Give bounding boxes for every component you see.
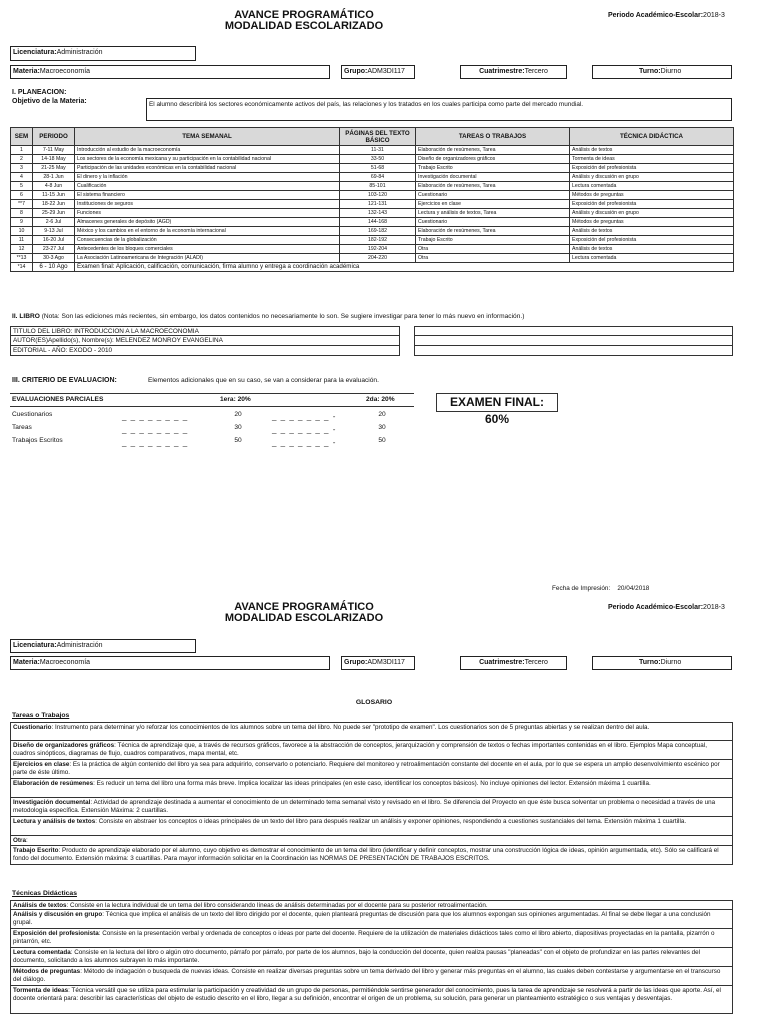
evaluacion-row <box>10 409 414 422</box>
schedule-row <box>11 146 734 155</box>
cell-sem: **13 <box>11 254 33 263</box>
cell-periodo: 4-8 Jun <box>33 182 75 191</box>
glosario-entry <box>10 741 733 760</box>
cell-paginas: 33-50 <box>340 155 416 164</box>
cell-tecnica: Lectura comentada <box>570 254 734 263</box>
glosario-term: Análisis de textos <box>13 902 67 909</box>
eval-dash-1: _ _ _ _ _ _ _ _ <box>122 425 189 434</box>
glosario-entry <box>10 986 733 1014</box>
grupo-label: Grupo: <box>344 68 368 75</box>
glosario-heading: GLOSARIO <box>355 699 393 706</box>
libro-editorial: EDITORIAL - AÑO: EXODO - 2010 <box>10 346 400 356</box>
glosario-term: Trabajo Escrito <box>13 847 59 854</box>
cell-sem: 6 <box>11 191 33 200</box>
schedule-row <box>11 254 734 263</box>
fecha-value: 20/04/2018 <box>617 585 650 592</box>
header-tecnica: TÉCNICA DIDÁCTICA <box>570 128 734 146</box>
header-sem: SEM <box>11 128 33 146</box>
cell-tema: Funciones <box>75 209 340 218</box>
grupo-field-p2 <box>341 656 415 670</box>
licenciatura-value: Administración <box>56 49 103 56</box>
schedule-row <box>11 173 734 182</box>
evaluacion-row <box>10 422 414 435</box>
glosario-term: Lectura comentada <box>13 949 71 956</box>
libro-title: II. LIBRO <box>12 313 40 320</box>
cell-paginas: 169-182 <box>340 227 416 236</box>
cell-sem: 4 <box>11 173 33 182</box>
libro-table <box>10 326 400 356</box>
glosario-entry <box>10 722 733 741</box>
cell-tema: Almacenes generales de depósito (AGD) <box>75 218 340 227</box>
objetivo-label: Objetivo de la Materia: <box>12 98 87 105</box>
glosario-definition: : Instrumento para determinar y/o reforzar los conocimientos de los alumnos sobre un tema del libro. No puede ser "prototipo de examen". Los cuestionarios son de 5 preguntas abiertas y se realizan dentro del aula. <box>51 724 650 731</box>
materia-label: Materia: <box>13 68 40 75</box>
glosario-term: Análisis y discusión en grupo <box>13 911 103 918</box>
cell-sem: 9 <box>11 218 33 227</box>
glosario-entry <box>10 948 733 967</box>
schedule-row <box>11 200 734 209</box>
cell-tecnica: Análisis de textos <box>570 245 734 254</box>
cell-tecnica: Exposición del profesionista <box>570 236 734 245</box>
cell-tema: Instituciones de seguros <box>75 200 340 209</box>
cell-tareas: Otra <box>416 254 570 263</box>
evaluacion-items <box>10 409 414 448</box>
schedule-row <box>11 218 734 227</box>
header-periodo: PERIODO <box>33 128 75 146</box>
cell-sem: **7 <box>11 200 33 209</box>
cell-paginas: 132-143 <box>340 209 416 218</box>
cell-paginas: 204-220 <box>340 254 416 263</box>
libro-table-right <box>414 326 733 356</box>
cuatrimestre-label-p2: Cuatrimestre: <box>479 659 525 666</box>
cell-periodo: 16-20 Jul <box>33 236 75 245</box>
parciales-label: EVALUACIONES PARCIALES <box>12 396 104 403</box>
glosario-definition: : Es reducir un tema del libro una forma más breve. Implica localizar las ideas principales (en este caso, identificar los conceptos básicos). No incluye opiniones del lector. Extensión máxima 1 cuartilla. <box>93 780 651 787</box>
eval-item-segunda: 30 <box>378 424 386 431</box>
title-line2-p2: MODALIDAD ESCOLARIZADO <box>224 612 384 624</box>
cell-tema: El dinero y la inflación <box>75 173 340 182</box>
eval-dash-2: _ _ _ _ _ _ _ - <box>272 425 337 434</box>
title-line1-p2: AVANCE PROGRAMÁTICO <box>234 601 374 613</box>
glosario-definition: : Consiste en la lectura individual de un tema del libro considerando líneas de análisis determinadas por el docente para su posterior retroalimentación. <box>66 902 488 909</box>
glosario-definition: : Actividad de aprendizaje destinada a aumentar el conocimiento de un determinado tema semanal visto y revisado en el libro. Se diferencia del Proyecto en que éste busca solventar un problema o necesidad a través de una metodología específica. Extensión Máxima: 2 cuartillas. <box>13 799 716 814</box>
libro-heading <box>12 313 524 320</box>
cell-periodo: 30-3 Ago <box>33 254 75 263</box>
cell-paginas: 69-84 <box>340 173 416 182</box>
glosario-entry <box>10 967 733 986</box>
cell-tecnica: Métodos de preguntas <box>570 191 734 200</box>
glosario-term: Exposición del profesionista <box>13 930 99 937</box>
cell-periodo: 21-25 May <box>33 164 75 173</box>
title-line2: MODALIDAD ESCOLARIZADO <box>224 20 384 32</box>
cell-tecnica: Análisis de textos <box>570 227 734 236</box>
glosario-definition: : Técnica versátil que se utiliza para estimular la participación y creatividad de un grupo de personas, permitiéndole sentirse generador del conocimiento, pues la tarea de aprendizaje se resolverá a partir de las ideas que aporte. Así, el docente orientará para: describir las características del objeto de estudio descrito en el libro, llegar a su definición, encontrar el origen de un problema, su solución, para generar un planteamiento estratégico o sus ventajas y desventajas. <box>13 987 721 1002</box>
objetivo-text: El alumno describirá los sectores económicamente activos del país, las relaciones y los tratados en los cuales participa como parte del mercado mundial. <box>146 98 732 121</box>
cell-paginas: 182-192 <box>340 236 416 245</box>
glosario-term: Otra <box>13 837 26 844</box>
header-paginas: PÁGINAS DEL TEXTO BÁSICO <box>340 128 416 146</box>
cell-tareas: Trabajo Escrito <box>416 164 570 173</box>
cell-tareas: Cuestionario <box>416 218 570 227</box>
licenciatura-label-p2: Licenciatura: <box>13 642 57 649</box>
tecnicas-heading: Técnicas Didácticas <box>12 890 77 897</box>
cell-tecnica: Métodos de preguntas <box>570 218 734 227</box>
cell-tema: La Asociación Latinoamericana de Integración (ALADI) <box>75 254 340 263</box>
cell-tema: Antecedentes de los bloques comerciales <box>75 245 340 254</box>
cuatrimestre-field-p2 <box>460 656 567 670</box>
materia-field-p2 <box>10 656 330 670</box>
cell-tareas: Cuestionario <box>416 191 570 200</box>
cell-sem: 11 <box>11 236 33 245</box>
cell-sem: 8 <box>11 209 33 218</box>
glosario-entry <box>10 760 733 779</box>
grupo-value: ADM3DI117 <box>367 68 405 75</box>
cell-paginas: 85-101 <box>340 182 416 191</box>
final-sem: *14 <box>11 263 33 272</box>
cell-periodo: 14-18 May <box>33 155 75 164</box>
cell-periodo: 18-22 Jun <box>33 200 75 209</box>
segunda-label: 2da: 20% <box>366 396 395 403</box>
glosario-definition: : Método de indagación o busqueda de nuevas ideas. Consiste en realizar diversas preguntas sobre un tema derivado del libro y generar más preguntas en el alumno, las cuales deben contestarse y argumentarse en el transcurso del diálogo. <box>13 968 721 983</box>
cell-tecnica: Análisis y discusión en grupo <box>570 173 734 182</box>
cuatrimestre-label: Cuatrimestre: <box>479 68 525 75</box>
periodo-academico-p2 <box>608 604 725 611</box>
glosario-definition: : Consiste en la presentación verbal y ordenada de conceptos o ideas por parte del docente. Requiere de la utilización de materiales didácticos tales como el libro abierto, diapositivas proyectadas en la pantalla, pizarrón o pintarrón, etc. <box>13 930 715 945</box>
eval-item-label: Cuestionarios <box>12 411 53 418</box>
final-text: Examen final: Aplicación, calificación, comunicación, firma alumno y entrega a coordinación académica <box>75 263 734 272</box>
cell-tareas: Elaboración de resúmenes, Tarea <box>416 227 570 236</box>
cell-tema: Los sectores de la economía mexicana y su participación en la contabilidad nacional <box>75 155 340 164</box>
evaluacion-header <box>10 393 414 407</box>
libro-note: (Nota: Son las ediciones más recientes, sin embargo, los datos contenidos no necesariamente lo son. Se sugiere investigar para tener lo más nuevo en información.) <box>41 313 525 320</box>
glosario-entry <box>10 836 733 846</box>
cell-tareas: Investigación documental <box>416 173 570 182</box>
eval-dash-2: _ _ _ _ _ _ _ - <box>272 438 337 447</box>
tecnicas-list <box>10 900 733 1014</box>
cell-tecnica: Exposición del profesionista <box>570 200 734 209</box>
cell-sem: 3 <box>11 164 33 173</box>
glosario-entry <box>10 798 733 817</box>
cell-tareas: Elaboración de resúmenes, Tarea <box>416 182 570 191</box>
glosario-entry <box>10 779 733 798</box>
materia-value: Macroeconomía <box>39 68 91 75</box>
cell-tareas: Elaboración de resúmenes, Tarea <box>416 146 570 155</box>
turno-value-p2: Diurno <box>660 659 682 666</box>
eval-item-primera: 30 <box>234 424 242 431</box>
glosario-definition: : Técnica de aprendizaje que, a través de recursos gráficos, favorece a la abstracción de conceptos, jerarquización y comprensión de textos o fechas importantes contenidas en el libro. Ejemplos Mapa conceptual, cuadros sinópticos, diagramas de flujo, cuadros comparativos, mapa mental, etc. <box>13 742 707 757</box>
turno-label-p2: Turno: <box>639 659 661 666</box>
licenciatura-field-p2 <box>10 639 196 653</box>
materia-value-p2: Macroeconomía <box>39 659 91 666</box>
cell-paginas: 11-31 <box>340 146 416 155</box>
cell-periodo: 11-15 Jun <box>33 191 75 200</box>
eval-dash-1: _ _ _ _ _ _ _ _ <box>122 438 189 447</box>
examen-final-box: EXAMEN FINAL: 60% <box>436 393 558 412</box>
licenciatura-field <box>10 46 196 61</box>
glosario-entry <box>10 929 733 948</box>
cell-tema: Participación de las unidades económicas en la contabilidad nacional <box>75 164 340 173</box>
glosario-entry <box>10 910 733 929</box>
cell-tecnica: Exposición del profesionista <box>570 164 734 173</box>
tareas-heading: Tareas o Trabajos <box>12 712 70 719</box>
schedule-header-row <box>11 128 734 146</box>
cell-paginas: 121-131 <box>340 200 416 209</box>
glosario-definition: : Consiste en la lectura del libro o algún otro documento, párrafo por párrafo, por parte de los alumnos, bajo la conducción del docente, quien realiza pausas "planeadas" con el objeto de profundizar en las partes relevantes del documento, solicitando a los alumnos subrayen lo más importante. <box>13 949 701 964</box>
schedule-row <box>11 191 734 200</box>
cell-periodo: 23-27 Jul <box>33 245 75 254</box>
glosario-definition: : Técnica que implica el análisis de un texto del libro dirigido por el docente, quien planteará preguntas de discusión para que los alumnos expongan sus opiniones argumentadas. Al final se debe llegar a una conclusión grupal. <box>13 911 711 926</box>
cuatrimestre-field <box>460 65 567 79</box>
grupo-field <box>341 65 415 79</box>
glosario-term: Cuestionario <box>13 724 52 731</box>
cell-tareas: Diseño de organizadores gráficos <box>416 155 570 164</box>
glosario-entry <box>10 846 733 865</box>
cell-tema: Cualificación <box>75 182 340 191</box>
eval-dash-1: _ _ _ _ _ _ _ _ <box>122 412 189 421</box>
eval-item-segunda: 50 <box>378 437 386 444</box>
cell-tecnica: Análisis de textos <box>570 146 734 155</box>
libro-titulo: TITULO DEL LIBRO: INTRODUCCION A LA MACROECONOMIA <box>10 326 400 336</box>
cell-tema: El sistema financiero <box>75 191 340 200</box>
cell-periodo: 2-6 Jul <box>33 218 75 227</box>
cell-paginas: 51-68 <box>340 164 416 173</box>
cell-tecnica: Tormenta de ideas <box>570 155 734 164</box>
cell-tareas: Lectura y análisis de textos, Tarea <box>416 209 570 218</box>
glosario-entry <box>10 817 733 836</box>
cell-paginas: 144-168 <box>340 218 416 227</box>
fecha-label: Fecha de Impresión: <box>552 585 611 592</box>
planeacion-heading: I. PLANEACION: <box>12 89 67 96</box>
glosario-term: Lectura y análisis de textos <box>13 818 96 825</box>
glosario-term: Ejercicios en clase <box>13 761 70 768</box>
schedule-row <box>11 209 734 218</box>
periodo-academico <box>608 12 725 19</box>
grupo-value-p2: ADM3DI117 <box>367 659 405 666</box>
periodo-label-p2: Periodo Académico-Escolar: <box>608 604 704 611</box>
glosario-term: Elaboración de resúmenes <box>13 780 94 787</box>
cuatrimestre-value: Tercero <box>524 68 548 75</box>
materia-field <box>10 65 330 79</box>
periodo-value: 2018-3 <box>703 12 725 19</box>
eval-item-primera: 20 <box>234 411 242 418</box>
licenciatura-value-p2: Administración <box>56 642 103 649</box>
cell-tareas: Otra <box>416 245 570 254</box>
glosario-term: Diseño de organizadores gráficos <box>13 742 115 749</box>
eval-dash-2: _ _ _ _ _ _ _ - <box>272 412 337 421</box>
cell-paginas: 192-204 <box>340 245 416 254</box>
glosario-term: Investigación documental <box>13 799 91 806</box>
cell-paginas: 103-120 <box>340 191 416 200</box>
glosario-term: Métodos de preguntas <box>13 968 81 975</box>
schedule-row <box>11 164 734 173</box>
schedule-row <box>11 227 734 236</box>
cuatrimestre-value-p2: Tercero <box>524 659 548 666</box>
grupo-label-p2: Grupo: <box>344 659 368 666</box>
schedule-row <box>11 182 734 191</box>
title-line1: AVANCE PROGRAMÁTICO <box>234 9 374 21</box>
schedule-row <box>11 236 734 245</box>
periodo-label: Periodo Académico-Escolar: <box>608 12 704 19</box>
eval-item-segunda: 20 <box>378 411 386 418</box>
fecha-impresion <box>552 585 649 592</box>
turno-label: Turno: <box>639 68 661 75</box>
tareas-list <box>10 722 733 865</box>
cell-tema: México y los cambios en el entorno de la economía internacional <box>75 227 340 236</box>
periodo-value-p2: 2018-3 <box>703 604 725 611</box>
glosario-entry <box>10 900 733 910</box>
cell-sem: 10 <box>11 227 33 236</box>
cell-periodo: 9-13 Jul <box>33 227 75 236</box>
final-exam-row <box>11 263 734 272</box>
turno-field-p2 <box>592 656 732 670</box>
cell-tema: Consecuencias de la globalización <box>75 236 340 245</box>
licenciatura-label: Licenciatura: <box>13 49 57 56</box>
evaluacion-heading: III. CRITERIO DE EVALUACION: <box>12 377 117 384</box>
eval-item-label: Tareas <box>12 424 32 431</box>
cell-tareas: Trabajo Escrito <box>416 236 570 245</box>
turno-value: Diurno <box>660 68 682 75</box>
libro-right-row2 <box>414 336 733 346</box>
cell-tema: Introducción al estudio de la macroeconomía <box>75 146 340 155</box>
primera-label: 1era: 20% <box>220 396 251 403</box>
cell-tecnica: Análisis y discusión en grupo <box>570 209 734 218</box>
cell-sem: 2 <box>11 155 33 164</box>
schedule-table <box>10 127 734 272</box>
page2-title <box>204 602 404 624</box>
eval-item-primera: 50 <box>234 437 242 444</box>
schedule-row <box>11 245 734 254</box>
cell-periodo: 25-29 Jun <box>33 209 75 218</box>
eval-item-label: Trabajos Escritos <box>12 437 63 444</box>
materia-label-p2: Materia: <box>13 659 40 666</box>
schedule-row <box>11 155 734 164</box>
cell-sem: 1 <box>11 146 33 155</box>
final-periodo: 6 - 10 Ago <box>33 263 75 272</box>
header-tareas: TAREAS O TRABAJOS <box>416 128 570 146</box>
glosario-definition: : Es la práctica de algún contenido del libro ya sea para adquirirlo, conservarlo o potenciarlo. Requiere del monitoreo y retroalimentación constante del docente en el aula, por lo que se espera un amplio desenvolvimiento escénico por parte de éste último. <box>13 761 720 776</box>
libro-right-row1 <box>414 326 733 336</box>
turno-field <box>592 65 732 79</box>
libro-right-row3 <box>414 346 733 356</box>
cell-sem: 5 <box>11 182 33 191</box>
cell-tareas: Ejercicios en clase <box>416 200 570 209</box>
glosario-definition: : Consiste en abstraer los conceptos o ideas principales de un texto del libro para después realizar un análisis y exponer opiniones, respondiendo a cuestiones sustanciales del tema. Extensión máxima 1 cuartilla. <box>95 818 687 825</box>
cell-periodo: 28-1 Jun <box>33 173 75 182</box>
glosario-term: Tormenta de ideas <box>13 987 69 994</box>
cell-sem: 12 <box>11 245 33 254</box>
libro-autor: AUTOR(ES)Apellido(s), Nombre(s): MELENDEZ MONROY EVANGELINA <box>10 336 400 346</box>
glosario-definition: : Producto de aprendizaje elaborado por el alumno, cuyo objetivo es demostrar el conocimiento de un tema del libro (identificar y definir conceptos, mostrar una construcción lógica de ideas, opinión argumentada, etc). Sólo se calificará el fondo del documento. Extensión máxima: 3 cuartillas. Para mayor información solicitar en la Coordinación las NORMAS DE PRESENTACIÓN DE TRABAJOS ESCRITOS. <box>13 847 719 862</box>
header-tema: TEMA SEMANAL <box>75 128 340 146</box>
cell-tecnica: Lectura comentada <box>570 182 734 191</box>
page1-title <box>204 10 404 32</box>
evaluacion-note: Elementos adicionales que en su caso, se van a considerar para la evaluación. <box>148 377 379 384</box>
cell-periodo: 7-11 May <box>33 146 75 155</box>
glosario-definition: : <box>25 837 28 844</box>
evaluacion-row <box>10 435 414 448</box>
